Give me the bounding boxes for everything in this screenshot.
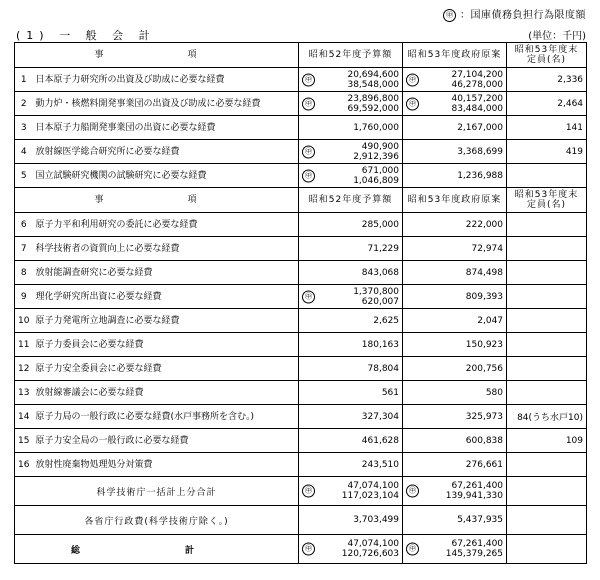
staff-cell — [507, 261, 587, 285]
y52-cell — [299, 92, 403, 116]
amount-value: 671,000 — [361, 165, 400, 176]
table-row — [15, 92, 587, 116]
table-row — [15, 140, 587, 164]
y53-cell — [403, 285, 507, 309]
y52-cell — [299, 429, 403, 453]
col-staff-header: 昭和53年度末定員(名) — [507, 43, 587, 68]
limit-amount-value: 620,007 — [361, 296, 400, 307]
amount-value: 72,974 — [471, 243, 504, 254]
amount-value: 3,368,699 — [457, 146, 504, 157]
unit-label: (単位：千円) — [528, 31, 586, 42]
col-y52-header: 昭和52年度予算額 — [299, 43, 403, 68]
y52-cell — [299, 405, 403, 429]
y52-cell — [299, 261, 403, 285]
amount-value: 1,370,800 — [353, 286, 400, 297]
row-number: 7 — [15, 237, 33, 261]
amount-value: 2,625 — [373, 315, 400, 326]
amount-value: 285,000 — [361, 219, 400, 230]
y53-cell — [403, 237, 507, 261]
header-row-a — [15, 43, 587, 68]
staff-cell: 419 — [507, 140, 587, 164]
row-item-name: 原子力安全局の一般行政に必要な経費 — [33, 429, 299, 453]
col-y53-header-b: 昭和53年度政府原案 — [403, 188, 507, 213]
subtotal-y53: ㊥ 67,261,400 139,941,330 — [403, 477, 507, 506]
row-number: 15 — [15, 429, 33, 453]
ministry-admin-label: 各省庁行政費(科学技術庁除く。) — [15, 506, 299, 535]
limit-mark-icon: ㊥ — [302, 543, 315, 556]
amount-value: 809,393 — [465, 291, 504, 302]
staff-cell — [507, 285, 587, 309]
y53-cell — [403, 92, 507, 116]
section-title: (1) 一 般 会 計 — [16, 29, 156, 42]
staff-cell: 2,464 — [507, 92, 587, 116]
row-item-name: 科学技術者の資質向上に必要な経費 — [33, 237, 299, 261]
y53-cell — [403, 68, 507, 92]
amount-value: 27,104,200 — [451, 69, 504, 80]
y53-cell — [403, 405, 507, 429]
amount-value: 276,661 — [465, 459, 504, 470]
ministry-admin-y52: 3,703,499 — [299, 506, 403, 535]
row-number: 3 — [15, 116, 33, 140]
row-number: 13 — [15, 381, 33, 405]
y52-cell — [299, 357, 403, 381]
amount-value: 20,694,600 — [347, 69, 400, 80]
y52-cell — [299, 213, 403, 237]
row-item-name: 放射能調査研究に必要な経費 — [33, 261, 299, 285]
amount-value: 461,628 — [361, 435, 400, 446]
table-row — [15, 429, 587, 453]
subtotal-label: 科学技術庁一括計上分合計 — [15, 477, 299, 506]
amount-value: 2,167,000 — [457, 122, 504, 133]
y52-cell — [299, 309, 403, 333]
table-row — [15, 164, 587, 188]
row-number: 6 — [15, 213, 33, 237]
y52-cell — [299, 140, 403, 164]
y52-cell — [299, 68, 403, 92]
row-item-name: 原子力委員会に必要な経費 — [33, 333, 299, 357]
limit-mark-icon: ㊥ — [406, 543, 419, 556]
y52-cell — [299, 285, 403, 309]
staff-cell — [507, 357, 587, 381]
table-row — [15, 453, 587, 477]
amount-value: 150,923 — [465, 339, 504, 350]
amount-value: 243,510 — [361, 459, 400, 470]
row-item-name: 国立試験研究機関の試験研究に必要な経費 — [33, 164, 299, 188]
amount-value: 1,236,988 — [457, 170, 504, 181]
amount-value: 600,838 — [465, 435, 504, 446]
row-item-name: 放射線医学総合研究所に必要な経費 — [33, 140, 299, 164]
amount-value: 874,498 — [465, 267, 504, 278]
limit-mark-icon: ㊥ — [302, 145, 315, 158]
row-number: 4 — [15, 140, 33, 164]
amount-value: 561 — [381, 387, 400, 398]
staff-cell — [507, 309, 587, 333]
amount-value: 325,973 — [465, 411, 504, 422]
row-item-name: 放射線審議会に必要な経費 — [33, 381, 299, 405]
col-y52-header-b: 昭和52年度予算額 — [299, 188, 403, 213]
limit-mark-icon: ㊥ — [302, 97, 315, 110]
amount-value: 180,163 — [361, 339, 400, 350]
grand-total-row — [15, 535, 587, 564]
row-number: 11 — [15, 333, 33, 357]
row-number: 10 — [15, 309, 33, 333]
staff-cell — [507, 164, 587, 188]
row-item-name: 放射性廃棄物処理処分対策費 — [33, 453, 299, 477]
row-item-name: 日本原子力研究所の出資及び助成に必要な経費 — [33, 68, 299, 92]
amount-value: 2,047 — [477, 315, 504, 326]
limit-mark-icon: ㊥ — [302, 290, 315, 303]
table-row — [15, 405, 587, 429]
row-item-name: 理化学研究所出資に必要な経費 — [33, 285, 299, 309]
limit-mark-icon: ㊥ — [302, 169, 315, 182]
y53-cell — [403, 261, 507, 285]
limit-mark-icon: ㊥ — [302, 485, 315, 498]
row-number: 1 — [15, 68, 33, 92]
row-item-name: 日本原子力船開発事業団の出資に必要な経費 — [33, 116, 299, 140]
table-row — [15, 333, 587, 357]
y52-cell — [299, 381, 403, 405]
row-number: 5 — [15, 164, 33, 188]
col-item-header-b: 事 項 — [15, 188, 299, 213]
table-row — [15, 261, 587, 285]
limit-note — [443, 6, 586, 22]
row-number: 2 — [15, 92, 33, 116]
table-row — [15, 381, 587, 405]
row-number: 14 — [15, 405, 33, 429]
staff-cell: 84(うち水戸10) — [507, 405, 587, 429]
staff-cell — [507, 381, 587, 405]
amount-value: 1,760,000 — [353, 122, 400, 133]
amount-value: 23,896,800 — [347, 93, 400, 104]
table-row — [15, 309, 587, 333]
limit-amount-value: 1,046,809 — [353, 175, 400, 186]
col-item-header: 事 項 — [15, 43, 299, 68]
staff-cell — [507, 213, 587, 237]
amount-value: 580 — [485, 387, 504, 398]
budget-table — [14, 42, 587, 564]
header-row-b — [15, 188, 587, 213]
limit-amount-value: 38,548,000 — [347, 79, 400, 90]
y53-cell — [403, 429, 507, 453]
y53-cell — [403, 140, 507, 164]
ministry-admin-y53: 5,437,935 — [403, 506, 507, 535]
ministry-admin-row — [15, 506, 587, 535]
grand-total-y53: ㊥ 67,261,400 145,379,265 — [403, 535, 507, 564]
limit-amount-value: 69,592,000 — [347, 103, 400, 114]
limit-mark-icon: ㊥ — [406, 97, 419, 110]
subtotal-y52: ㊥ 47,074,100 117,023,104 — [299, 477, 403, 506]
limit-mark-icon: ㊥ — [406, 485, 419, 498]
col-staff-header-b: 昭和53年度末定員(名) — [507, 188, 587, 213]
staff-cell: 109 — [507, 429, 587, 453]
row-number: 9 — [15, 285, 33, 309]
table-row — [15, 68, 587, 92]
row-item-name: 動力炉・核燃料開発事業団の出資及び助成に必要な経費 — [33, 92, 299, 116]
y53-cell — [403, 333, 507, 357]
limit-note-text: ：国庫債務負担行為限度額 — [460, 10, 586, 21]
y53-cell — [403, 213, 507, 237]
grand-total-y52: ㊥ 47,074,100 120,726,603 — [299, 535, 403, 564]
row-number: 16 — [15, 453, 33, 477]
y52-cell — [299, 164, 403, 188]
grand-total-label: 総 計 — [15, 535, 299, 564]
y53-cell — [403, 164, 507, 188]
limit-mark-icon: ㊥ — [302, 73, 315, 86]
y53-cell — [403, 309, 507, 333]
amount-value: 78,804 — [367, 363, 400, 374]
amount-value: 200,756 — [465, 363, 504, 374]
staff-cell — [507, 453, 587, 477]
table-row — [15, 213, 587, 237]
y52-cell — [299, 116, 403, 140]
amount-value: 490,900 — [361, 141, 400, 152]
y53-cell — [403, 453, 507, 477]
y53-cell — [403, 116, 507, 140]
amount-value: 222,000 — [465, 219, 504, 230]
y52-cell — [299, 453, 403, 477]
row-item-name: 原子力平和利用研究の委託に必要な経費 — [33, 213, 299, 237]
ministry-admin-staff — [507, 506, 587, 535]
table-row — [15, 285, 587, 309]
staff-cell — [507, 237, 587, 261]
staff-cell: 141 — [507, 116, 587, 140]
amount-value: 843,068 — [361, 267, 400, 278]
y52-cell — [299, 237, 403, 261]
staff-cell — [507, 333, 587, 357]
row-item-name: 原子力安全委員会に必要な経費 — [33, 357, 299, 381]
row-number: 8 — [15, 261, 33, 285]
table-row — [15, 357, 587, 381]
limit-amount-value: 83,484,000 — [451, 103, 504, 114]
row-item-name: 原子力局の一般行政に必要な経費(水戸事務所を含む。) — [33, 405, 299, 429]
col-y53-header: 昭和53年度政府原案 — [403, 43, 507, 68]
table-row — [15, 116, 587, 140]
grand-total-staff — [507, 535, 587, 564]
staff-cell: 2,336 — [507, 68, 587, 92]
limit-mark-icon: ㊥ — [443, 9, 456, 22]
amount-value: 327,304 — [361, 411, 400, 422]
table-row — [15, 237, 587, 261]
amount-value: 71,229 — [367, 243, 400, 254]
limit-amount-value: 2,912,396 — [353, 151, 400, 162]
subtotal-staff — [507, 477, 587, 506]
y53-cell — [403, 381, 507, 405]
row-item-name: 原子力発電所立地調査に必要な経費 — [33, 309, 299, 333]
y52-cell — [299, 333, 403, 357]
y53-cell — [403, 357, 507, 381]
limit-amount-value: 46,278,000 — [451, 79, 504, 90]
subtotal-row — [15, 477, 587, 506]
amount-value: 40,157,200 — [451, 93, 504, 104]
limit-mark-icon: ㊥ — [406, 73, 419, 86]
row-number: 12 — [15, 357, 33, 381]
